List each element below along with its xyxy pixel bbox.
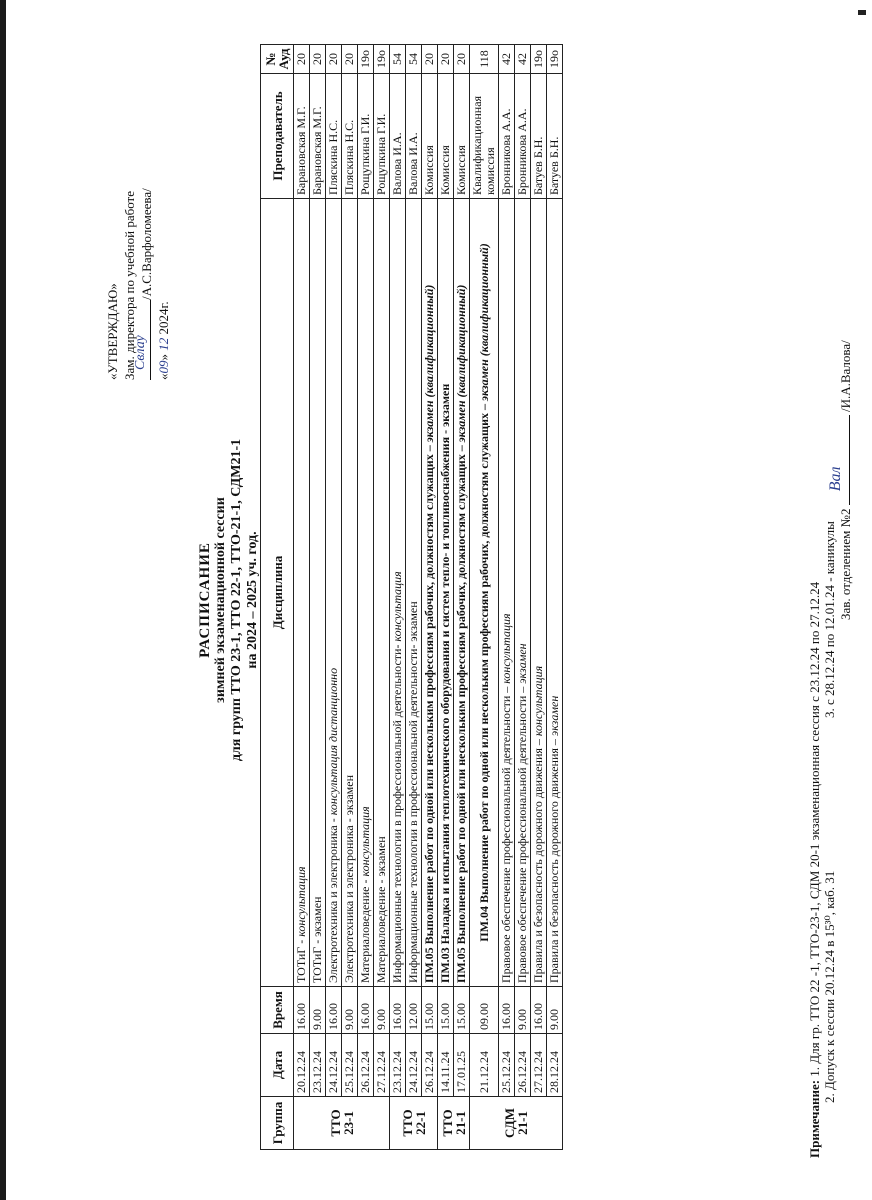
discipline-cell — [515, 199, 531, 987]
time-cell: 16.00 — [390, 987, 406, 1034]
aud-cell: 20 — [422, 45, 438, 74]
discipline-note: консультация — [390, 571, 404, 642]
discipline-note: экзамен (квалификационный) — [422, 284, 436, 443]
col-header-date: Дата — [261, 1034, 294, 1097]
header-line-2: зимней экзаменационной сессии — [213, 497, 228, 703]
discipline-cell — [454, 199, 470, 987]
approval-date: «09» 12 2024г. — [156, 301, 171, 380]
discipline-note: экзамен — [515, 643, 529, 684]
table-row — [422, 45, 438, 1150]
discipline-note: экзамен — [547, 695, 561, 737]
date-cell: 26.12.24 — [358, 1034, 374, 1097]
discipline-cell — [294, 199, 310, 987]
signoff-block — [827, 340, 854, 620]
table-row — [294, 45, 310, 1150]
time-cell: 16.00 — [358, 987, 374, 1034]
teacher-cell: Пляскина Н.С. — [326, 74, 342, 199]
aud-cell: 19о — [374, 45, 390, 74]
signature-field — [133, 300, 151, 380]
date-cell: 26.12.24 — [515, 1034, 531, 1097]
teacher-cell: Пляскина Н.С. — [342, 74, 358, 199]
date-cell: 24.12.24 — [326, 1034, 342, 1097]
discipline-text: Правила и безопасность дорожного движения – — [547, 736, 561, 983]
scan-edge-mark — [0, 0, 6, 1200]
group-cell: ТТО 22-1 — [390, 1097, 438, 1150]
footnote-block — [807, 38, 837, 1158]
table-row — [499, 45, 515, 1150]
discipline-text: Правовое обеспечение профессиональной деятельности – — [499, 683, 513, 983]
time-cell: 15.00 — [438, 987, 454, 1034]
table-row — [547, 45, 563, 1150]
table-row — [358, 45, 374, 1150]
aud-cell: 54 — [390, 45, 406, 74]
group-cell: ТТО 23-1 — [294, 1097, 390, 1150]
discipline-note: экзамен (квалификационный) — [476, 243, 491, 401]
date-cell: 17.01.25 — [454, 1034, 470, 1097]
col-header-group: Группа — [261, 1097, 294, 1150]
approval-position: Зам. директора по учебной работе — [122, 191, 137, 380]
date-cell: 25.12.24 — [342, 1034, 358, 1097]
aud-cell: 54 — [406, 45, 422, 74]
table-row — [390, 45, 406, 1150]
date-cell: 24.12.24 — [406, 1034, 422, 1097]
scan-dot-mark — [858, 10, 866, 15]
aud-cell: 42 — [499, 45, 515, 74]
approval-signature-line — [133, 40, 155, 380]
aud-cell: 42 — [515, 45, 531, 74]
time-cell: 9.00 — [547, 987, 563, 1034]
footnote-item-2: 2. Допуск к сессии 20.12.24 в 15³⁰, каб. 31 — [822, 870, 837, 1103]
discipline-text: ТОТиГ - — [294, 936, 308, 983]
teacher-cell: Бронникова А.А. — [515, 74, 531, 199]
discipline-cell — [531, 199, 547, 987]
discipline-cell — [310, 199, 326, 987]
time-cell: 9.00 — [310, 987, 326, 1034]
col-header-discipline: Дисциплина — [261, 199, 294, 987]
table-row — [406, 45, 422, 1150]
teacher-cell: Квалификационная комиссия — [470, 74, 499, 199]
time-cell: 9.00 — [515, 987, 531, 1034]
discipline-cell — [326, 199, 342, 987]
signoff-name: /И.А.Валова/ — [838, 340, 853, 413]
discipline-cell — [374, 199, 390, 987]
aud-cell: 20 — [326, 45, 342, 74]
date-cell: 23.12.24 — [390, 1034, 406, 1097]
discipline-note: консультация дистанционно — [326, 667, 340, 816]
discipline-cell — [470, 199, 499, 987]
document-sheet — [22, 20, 852, 1180]
aud-cell: 19о — [547, 45, 563, 74]
teacher-cell: Бронникова А.А. — [499, 74, 515, 199]
aud-cell: 20 — [310, 45, 326, 74]
date-cell: 27.12.24 — [374, 1034, 390, 1097]
discipline-cell — [547, 199, 563, 987]
table-row — [342, 45, 358, 1150]
signoff-role: Зав. отделением №2 — [838, 508, 853, 620]
time-cell: 15.00 — [422, 987, 438, 1034]
table-row — [374, 45, 390, 1150]
teacher-cell: Валова И.А. — [406, 74, 422, 199]
time-cell: 16.00 — [499, 987, 515, 1034]
discipline-text: ТОТиГ - экзамен — [310, 896, 324, 983]
teacher-cell: Комиссия — [438, 74, 454, 199]
table-body — [294, 45, 563, 1150]
discipline-note: консультация — [358, 806, 372, 877]
discipline-text: ПМ.04 Выполнение работ по одной или нескольким профессиям рабочих, должностям служащих – — [476, 401, 491, 942]
discipline-text: ПМ.03 Наладка и испытания теплотехнического оборудования и систем тепло- и топливоснабжения - экзамен — [438, 383, 452, 983]
approval-year: 2024г. — [156, 301, 171, 335]
table-header-row — [261, 45, 294, 1150]
approval-block — [104, 40, 172, 380]
table-row — [438, 45, 454, 1150]
discipline-text: ПМ.05 Выполнение работ по одной или нескольким профессиям рабочих, должностям служащих – — [454, 442, 468, 983]
date-cell: 20.12.24 — [294, 1034, 310, 1097]
time-cell: 09.00 — [470, 987, 499, 1034]
date-cell: 26.12.24 — [422, 1034, 438, 1097]
document-header — [197, 20, 261, 1180]
footnote-item-3: 3. с 28.12.24 по 12.01.24 - каникулы — [822, 521, 837, 718]
aud-cell: 19о — [358, 45, 374, 74]
approval-title: «УТВЕРЖДАЮ» — [105, 283, 120, 380]
table-row — [326, 45, 342, 1150]
discipline-text: ПМ.05 Выполнение работ по одной или нескольким профессиям рабочих, должностям служащих – — [422, 442, 436, 983]
teacher-cell: Рощупкина Г.И. — [374, 74, 390, 199]
time-cell: 12.00 — [406, 987, 422, 1034]
teacher-cell: Батуев Б.Н. — [547, 74, 563, 199]
group-cell: ТТО 21-1 — [438, 1097, 470, 1150]
approval-name: /А.С.Варфоломеева/ — [139, 188, 154, 300]
group-cell: СДМ 21-1 — [470, 1097, 563, 1150]
discipline-text: Правила и безопасность дорожного движения – — [531, 736, 545, 983]
table-row — [310, 45, 326, 1150]
teacher-cell: Валова И.А. — [390, 74, 406, 199]
discipline-cell — [422, 199, 438, 987]
footnote-label: Примечание: — [807, 1079, 822, 1158]
schedule-table — [260, 44, 563, 1150]
table-row — [515, 45, 531, 1150]
handwritten-signature: Свлау — [133, 335, 148, 370]
discipline-cell — [406, 199, 422, 987]
aud-cell: 118 — [470, 45, 499, 74]
date-cell: 27.12.24 — [531, 1034, 547, 1097]
time-cell: 9.00 — [374, 987, 390, 1034]
signoff-signature-field — [827, 415, 850, 505]
header-line-4: на 2024 – 2025 уч. год. — [245, 531, 260, 669]
footnote-item-1: 1. Для гр. ТТО 22 -1, ТТО-23-1, СДМ 20-1 экзаменационная сессия с 23.12.24 по 27.12.24 — [807, 581, 822, 1077]
aud-cell: 20 — [342, 45, 358, 74]
time-cell: 16.00 — [531, 987, 547, 1034]
discipline-cell — [499, 199, 515, 987]
document-title: РАСПИСАНИЕ — [197, 542, 213, 658]
teacher-cell: Барановская М.Г. — [294, 74, 310, 199]
signoff-handwritten-signature: Вал — [827, 466, 844, 492]
discipline-note: экзамен (квалификационный) — [454, 284, 468, 443]
teacher-cell: Батуев Б.Н. — [531, 74, 547, 199]
discipline-cell — [358, 199, 374, 987]
discipline-text: Информационные технологии в профессиональной деятельности- — [390, 641, 404, 983]
aud-cell: 20 — [294, 45, 310, 74]
teacher-cell: Комиссия — [454, 74, 470, 199]
discipline-text: Материаловедение - — [358, 876, 372, 983]
discipline-text: Информационные технологии в профессиональной деятельности- экзамен — [406, 601, 420, 983]
col-header-aud: № Ауд — [261, 45, 294, 74]
col-header-time: Время — [261, 987, 294, 1034]
date-cell: 14.11.24 — [438, 1034, 454, 1097]
table-row — [470, 45, 499, 1150]
time-cell: 16.00 — [294, 987, 310, 1034]
table-row — [531, 45, 547, 1150]
date-cell: 25.12.24 — [499, 1034, 515, 1097]
discipline-note: консультация — [499, 613, 513, 684]
header-line-3: для групп ТТО 23-1, ТТО 22-1, ТТО-21-1, СДМ21-1 — [229, 438, 244, 762]
aud-cell: 20 — [454, 45, 470, 74]
time-cell: 16.00 — [326, 987, 342, 1034]
discipline-text: Материаловедение - экзамен — [374, 836, 388, 983]
discipline-cell — [390, 199, 406, 987]
date-cell: 28.12.24 — [547, 1034, 563, 1097]
discipline-cell — [342, 199, 358, 987]
col-header-teacher: Преподаватель — [261, 74, 294, 199]
date-cell: 23.12.24 — [310, 1034, 326, 1097]
time-cell: 15.00 — [454, 987, 470, 1034]
time-cell: 9.00 — [342, 987, 358, 1034]
discipline-text: Электротехника и электроника - экзамен — [342, 775, 356, 983]
teacher-cell: Комиссия — [422, 74, 438, 199]
teacher-cell: Рощупкина Г.И. — [358, 74, 374, 199]
discipline-note: консультация — [531, 665, 545, 737]
date-cell: 21.12.24 — [470, 1034, 499, 1097]
discipline-text: Электротехника и электроника - — [326, 815, 340, 983]
discipline-note: консультация — [294, 866, 308, 937]
aud-cell: 20 — [438, 45, 454, 74]
discipline-text: Правовое обеспечение профессиональной деятельности – — [515, 683, 529, 983]
table-row — [454, 45, 470, 1150]
approval-month: 12 — [156, 337, 171, 351]
discipline-cell — [438, 199, 454, 987]
approval-day: 09 — [156, 360, 171, 374]
aud-cell: 19о — [531, 45, 547, 74]
teacher-cell: Барановская М.Г. — [310, 74, 326, 199]
